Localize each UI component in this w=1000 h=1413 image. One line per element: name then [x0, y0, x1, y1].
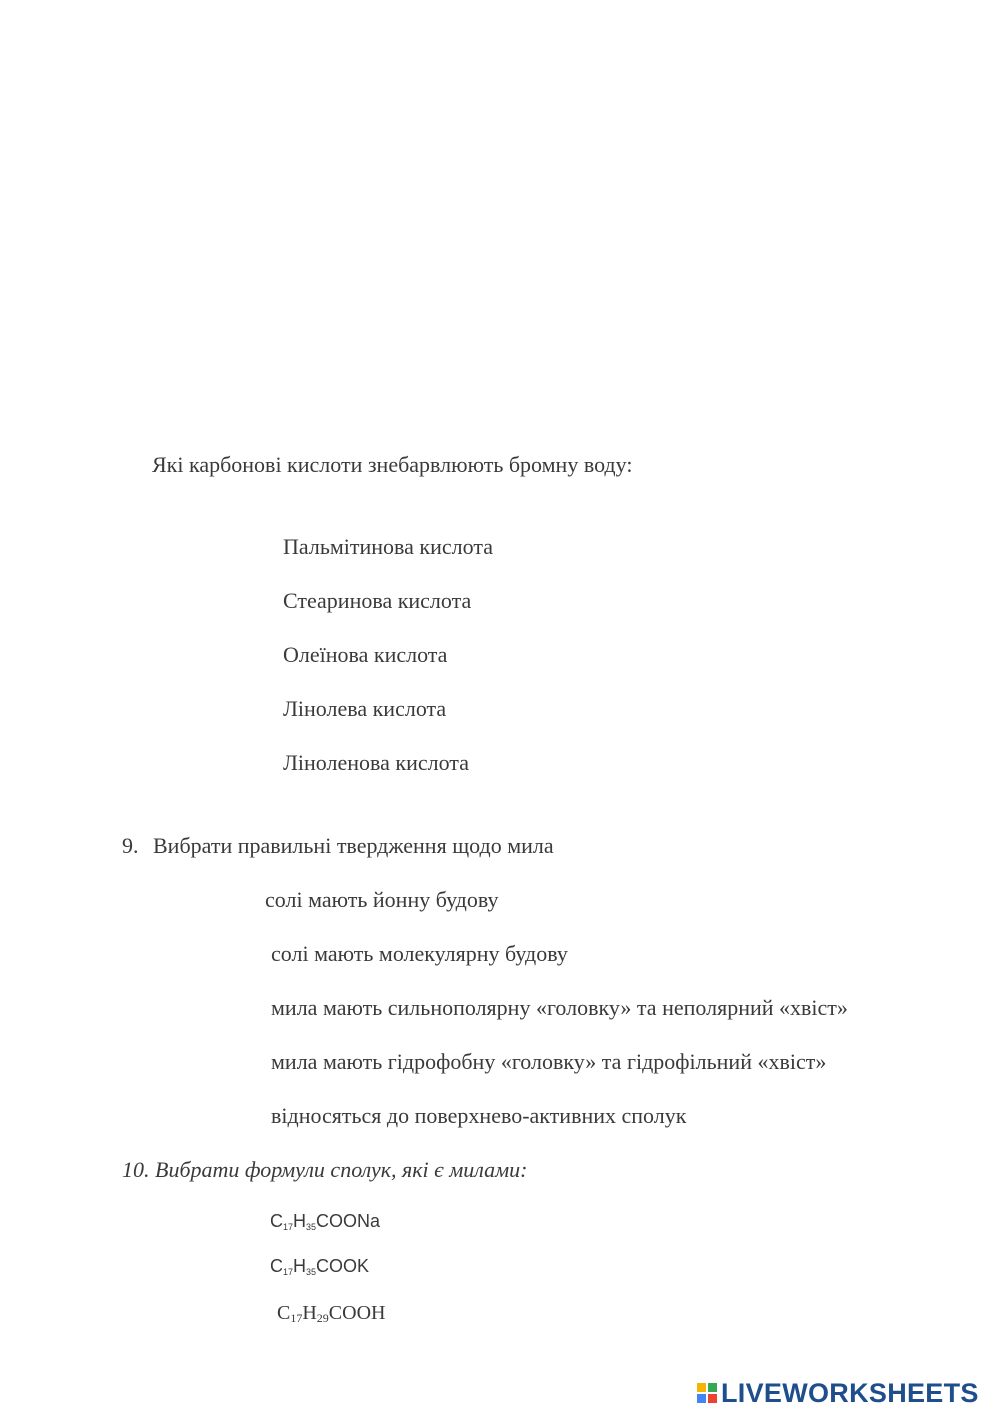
q10-formula-1[interactable]: $C_{17}H_{35}COONa$ — [270, 1211, 381, 1232]
q9-option-1[interactable]: солі мають йонну будову — [265, 887, 499, 912]
q8-option-2[interactable]: Стеаринова кислота — [283, 588, 472, 613]
q9-option-5[interactable]: відносяться до поверхнево-активних сполук — [271, 1103, 687, 1128]
logo-block-red — [708, 1394, 717, 1403]
q10-formula-3[interactable]: $C_{17}H_{29}COOH$ — [277, 1302, 386, 1325]
q8-option-3[interactable]: Олеїнова кислота — [283, 642, 448, 667]
liveworksheets-logo — [697, 1378, 979, 1408]
logo-text: LIVEWORKSHEETS — [721, 1377, 979, 1408]
q9-option-2[interactable]: солі мають молекулярну будову — [271, 941, 568, 966]
q9-option-3[interactable]: мила мають сильнополярну «головку» та неполярний «хвіст» — [271, 995, 848, 1020]
q9-option-4[interactable]: мила мають гідрофобну «головку» та гідрофільний «хвіст» — [271, 1049, 827, 1074]
logo-block-blue — [697, 1394, 706, 1403]
logo-block-yellow — [697, 1383, 706, 1392]
q8-option-4[interactable]: Лінолева кислота — [283, 696, 447, 721]
logo-icon — [697, 1383, 717, 1403]
question-8-prompt: Які карбонові кислоти знебарвлюють бромну воду: — [152, 452, 633, 477]
question-9-number: 9. — [122, 833, 139, 858]
q10-formula-2[interactable]: $C_{17}H_{35}COOK$ — [270, 1256, 370, 1277]
q8-option-5[interactable]: Ліноленова кислота — [283, 750, 469, 775]
q8-option-1[interactable]: Пальмітинова кислота — [283, 534, 493, 559]
question-10-prompt: 10. Вибрати формули сполук, які є милами: — [122, 1157, 528, 1182]
logo-block-green — [708, 1383, 717, 1392]
question-9-prompt: Вибрати правильні твердження щодо мила — [153, 833, 554, 858]
